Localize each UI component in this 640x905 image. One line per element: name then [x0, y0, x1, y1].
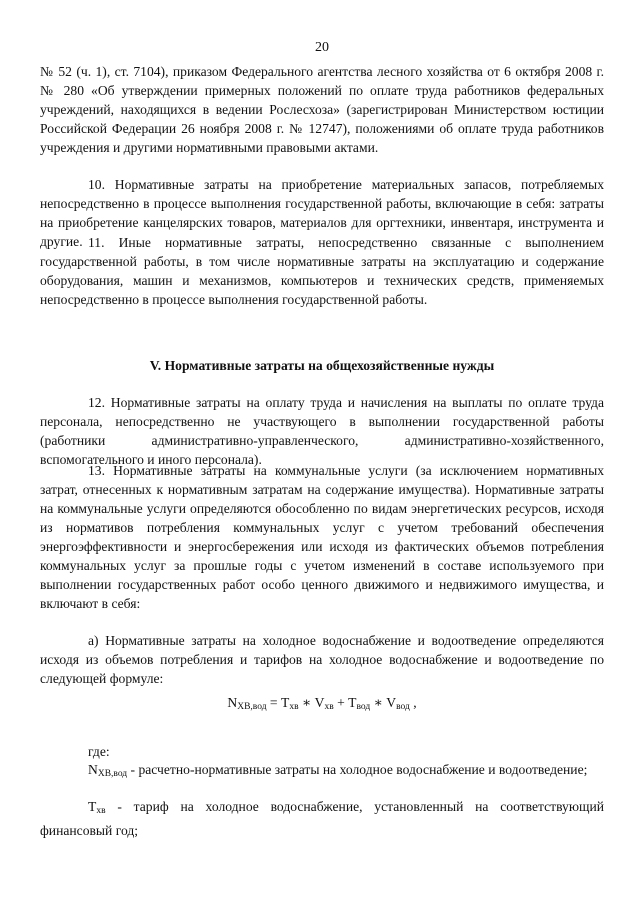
definition-n	[40, 760, 604, 784]
formula-eq: =	[266, 695, 281, 710]
definition-t-symbol: Т	[88, 799, 97, 814]
formula-t2-sub: вод	[356, 702, 371, 712]
formula-v2-sub: вод	[396, 702, 410, 712]
formula-mul1: ∗	[298, 695, 315, 710]
formula	[40, 693, 604, 717]
definition-n-sub: ХВ,вод	[97, 769, 128, 779]
formula-end: ,	[409, 695, 417, 710]
formula-v2: V	[386, 695, 397, 710]
formula-plus: +	[333, 695, 349, 710]
where-label: где:	[88, 744, 110, 759]
definition-t-sub: хв	[96, 806, 106, 816]
formula-t1-sub: хв	[289, 702, 299, 712]
paragraph-11: 11. Иные нормативные затраты, непосредственно связанные с выполнением государственной работы, в том числе нормативные затраты на эксплуатацию и содержание оборудования, машин и механизмов, компьютеров и технических средств, применяемых непосредственно в процессе выполнения государственной работы.	[40, 235, 604, 307]
page-number: 20	[315, 40, 329, 55]
formula-v1: V	[314, 695, 325, 710]
definition-t	[40, 797, 604, 840]
paragraph-10: 10. Нормативные затраты на приобретение материальных запасов, потребляемых непосредственно в процессе выполнения государственной работы, включающие в себя: затраты на приобретение канцелярских товаров, материалов для оргтехники, инвентаря, инструмента и другие.	[40, 177, 604, 249]
formula-t1: Т	[281, 695, 290, 710]
formula-t2: Т	[348, 695, 357, 710]
paragraph-13: 13. Нормативные затраты на коммунальные услуги (за исключением нормативных затрат, отнесенных к нормативным затратам на содержание имущества). Нормативные затраты на коммунальные услуги определяются обособленно по видам энергетических ресурсов, исходя из нормативов потребления коммунальных услуг с учетом требований обеспечения энергоэффективности и энергосбережения или исходя из фактических объемов потребления коммунальных услуг за прошлые годы с учетом изменений в составе используемого при выполнении государственных работ особо ценного движимого и недвижимого имущества, и включают в себя:	[40, 463, 604, 611]
definition-n-symbol: N	[88, 762, 98, 777]
definition-n-text: - расчетно-нормативные затраты на холодное водоснабжение и водоотведение;	[127, 762, 588, 777]
paragraph-continuation: № 52 (ч. 1), ст. 7104), приказом Федерального агентства лесного хозяйства от 6 октября 2008 г. № 280 «Об утверждении примерных положений по оплате труда работников федеральных учреждений, находящихся в ведении Рослесхоза» (зарегистрирован Министерством юстиции Российской Федерации 26 ноября 2008 г. № 12747), положениями об оплате труда работников учреждения и другими нормативными правовыми актами.	[40, 64, 604, 155]
formula-n-sub: ХВ,вод	[237, 702, 267, 712]
formula-n: N	[227, 695, 238, 710]
paragraph-12: 12. Нормативные затраты на оплату труда и начисления на выплаты по оплате труда персонала, непосредственно не участвующего в выполнении государственной работы (работники административно-управленческого, административно-хозяйственного, вспомогательного и иного персонала).	[40, 395, 604, 467]
section-heading: V. Нормативные затраты на общехозяйственные нужды	[149, 358, 495, 373]
definition-t-text: - тариф на холодное водоснабжение, установленный на соответствующий финансовый год;	[40, 799, 604, 838]
formula-v1-sub: хв	[324, 702, 334, 712]
document-page	[40, 0, 604, 905]
paragraph-a: а) Нормативные затраты на холодное водоснабжение и водоотведение определяются исходя из объемов потребления и тарифов на холодное водоснабжение и водоотведение по следующей формуле:	[40, 633, 604, 686]
formula-mul2: ∗	[370, 695, 387, 710]
